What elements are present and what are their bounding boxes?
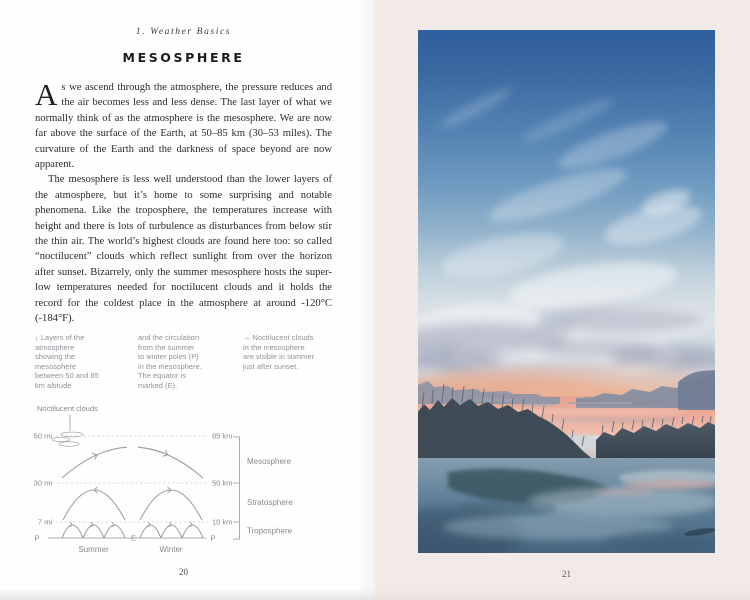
pole-right-label: P (210, 533, 216, 543)
spine-shadow (355, 0, 375, 600)
caption-column-3: → Noctilucent clouds in the mesosphere are visible in summer just after sunset. (243, 333, 315, 371)
axis-30mi: 30 mi (33, 478, 52, 488)
stratosphere-arcs (63, 487, 202, 520)
mesosphere-circulation-arc (62, 440, 203, 478)
layer-bracket (233, 437, 240, 539)
running-head: 1. Weather Basics (135, 27, 232, 37)
noctilucent-clouds-label: Noctilucent clouds (37, 404, 98, 413)
winter-label: Winter (159, 545, 183, 554)
paragraph-1-text: s we ascend through the atmosphere, the pressure reduces and the air becomes less and less dense. The last layer of what we normally think of as the atmosphere is the mesosphere. We are now far above the surface of the Earth, at 50–85 km (30–53 miles). The curvature of the Earth and the darkness of space beyond are now apparent. (35, 82, 332, 171)
body-text (35, 77, 332, 327)
paragraph-2: The mesosphere is less well understood than the lower layers of the atmosphere, but it’s home to some surprising and notable phenomena. Like the troposphere, the temperatures increase with height and there is lots of turbulence as disturbances from below stir the thin air. The world’s highest clouds are found here too: so called “noctilucent” clouds which reflect sunlight from over the horizon after sunset. Bizarrely, only the summer mesosphere hosts the super-low temperatures needed for noctilucent clouds and it holds the record for the coldest place in the atmosphere at around -120°C (-184°F). (35, 174, 332, 325)
page-number-right: 21 (562, 569, 571, 579)
caption-row (0, 333, 375, 403)
atmosphere-diagram (0, 398, 330, 568)
axis-85km: 85 km (212, 431, 233, 441)
stratosphere-layer-label: Stratosphere (247, 498, 293, 507)
axis-50km: 50 km (212, 478, 233, 488)
axis-50mi: 50 mi (33, 431, 52, 441)
dropcap: A (35, 77, 58, 112)
right-page (375, 0, 750, 600)
caption-column-2: and the circulation from the summer to winter poles (P) in the mesosphere. The equator is marked (E). (138, 333, 202, 390)
noctilucent-cloud-shapes (52, 432, 83, 446)
paragraph-1 (35, 77, 332, 172)
caption-column-1: ↓ Layers of the atmosphere showing the mesosphere between 50 and 85 km altitude (35, 333, 99, 390)
paper-grain (418, 30, 715, 553)
summer-label: Summer (78, 545, 109, 554)
page-title: MESOSPHERE (122, 50, 245, 65)
watercolor-painting (418, 30, 715, 553)
axis-10km: 10 km (212, 517, 233, 527)
troposphere-layer-label: Troposphere (247, 526, 293, 536)
pole-left-label: P (34, 533, 40, 543)
equator-label: E (130, 533, 137, 543)
axis-7mi: 7 mi (37, 517, 52, 527)
mesosphere-layer-label: Mesosphere (247, 457, 292, 466)
page-number-left: 20 (179, 567, 188, 577)
painting-svg (418, 30, 715, 553)
